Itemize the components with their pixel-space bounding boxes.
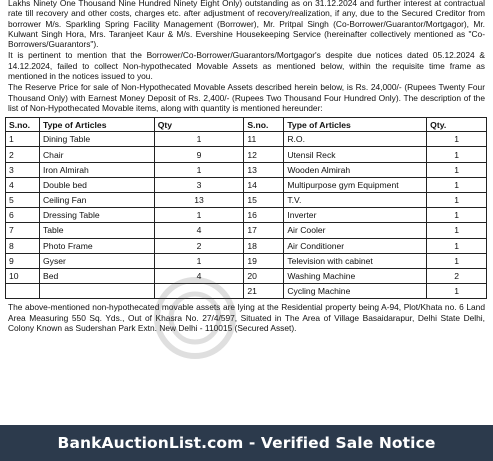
column-header-articles: Type of Articles bbox=[39, 118, 154, 132]
cell-sno: 17 bbox=[244, 223, 284, 238]
cell-qty: 1 bbox=[427, 147, 487, 162]
cell-sno: 15 bbox=[244, 193, 284, 208]
cell-qty: 1 bbox=[427, 162, 487, 177]
cell-sno: 3 bbox=[6, 162, 40, 177]
cell-qty: 1 bbox=[154, 208, 244, 223]
cell-sno: 16 bbox=[244, 208, 284, 223]
cell-qty: 1 bbox=[154, 253, 244, 268]
cell-sno: 4 bbox=[6, 177, 40, 192]
cell-article: Air Cooler bbox=[284, 223, 427, 238]
cell-sno: 13 bbox=[244, 162, 284, 177]
cell-article: Air Conditioner bbox=[284, 238, 427, 253]
cell-qty: 1 bbox=[427, 208, 487, 223]
banner-text: BankAuctionList.com - Verified Sale Notice bbox=[57, 434, 436, 452]
table-row bbox=[6, 132, 487, 147]
articles-table bbox=[5, 117, 487, 299]
cell-article: Dressing Table bbox=[39, 208, 154, 223]
cell-sno: 1 bbox=[6, 132, 40, 147]
notice-paragraph: It is pertinent to mention that the Borrower/Co-Borrower/Guarantors/Mortgagor's despite due notices dated 05.12.2024 & 14.12.2024, failed to collect Non-hypothecated Movable Assets as mentioned below, within the requisite time frame as mentioned in the notices issued to you. bbox=[8, 50, 485, 82]
cell-article: Utensil Reck bbox=[284, 147, 427, 162]
cell-qty: 4 bbox=[154, 223, 244, 238]
cell-qty: 13 bbox=[154, 193, 244, 208]
cell-sno: 5 bbox=[6, 193, 40, 208]
notice-closing-paragraph: The above-mentioned non-hypothecated movable assets are lying at the Residential property being A-94, Plot/Khata no. 6 Land Area Measuring 550 Sq. Yds., Out of Khasra No. 27/4/597, Situated in The Area of Village Basaidarapur, Delhi State Delhi, Colony Known as Sudershan Park Extn. New Delhi - 110015 (Secured Asset). bbox=[8, 302, 485, 333]
cell-qty: 1 bbox=[427, 253, 487, 268]
cell-qty: 1 bbox=[427, 223, 487, 238]
table-row bbox=[6, 147, 487, 162]
cell-sno: 19 bbox=[244, 253, 284, 268]
cell-sno: 2 bbox=[6, 147, 40, 162]
cell-qty: 9 bbox=[154, 147, 244, 162]
column-header-sno: S.no. bbox=[244, 118, 284, 132]
table-row bbox=[6, 162, 487, 177]
column-header-qty: Qty. bbox=[427, 118, 487, 132]
cell-sno: 7 bbox=[6, 223, 40, 238]
cell-qty: 1 bbox=[427, 193, 487, 208]
cell-article bbox=[39, 284, 154, 299]
cell-article: Multipurpose gym Equipment bbox=[284, 177, 427, 192]
column-header-articles: Type of Articles bbox=[284, 118, 427, 132]
cell-article: Double bed bbox=[39, 177, 154, 192]
cell-article: Photo Frame bbox=[39, 238, 154, 253]
notice-paragraph: Lakhs Ninety One Thousand Nine Hundred Ninety Eight Only) outstanding as on 31.12.2024 and further interest at contractual rate till recovery and other costs, charges etc. after adjustment of recovery/realization, if any, due to the Secured Creditor from borrower M/s. Sparkling Spring Facility Management (Borrower), Mr. Pritpal Singh (Co-Borrower/Guarantor/Mortgagor), Mr. Kulwant Singh Hora, Mrs. Taranjeet Kaur & M/s. Evershine Housekeeping Service (hereinafter collectively mentioned as "Co-Borrowers/Guarantors"). bbox=[8, 0, 485, 50]
cell-article: Chair bbox=[39, 147, 154, 162]
cell-sno: 10 bbox=[6, 268, 40, 283]
cell-qty: 1 bbox=[427, 132, 487, 147]
cell-sno bbox=[6, 284, 40, 299]
cell-article: Iron Almirah bbox=[39, 162, 154, 177]
cell-qty: 1 bbox=[427, 177, 487, 192]
cell-article: Wooden Almirah bbox=[284, 162, 427, 177]
cell-qty: 1 bbox=[154, 132, 244, 147]
cell-article: Dining Table bbox=[39, 132, 154, 147]
table-row bbox=[6, 238, 487, 253]
cell-sno: 14 bbox=[244, 177, 284, 192]
table-header-row bbox=[6, 118, 487, 132]
cell-article: Bed bbox=[39, 268, 154, 283]
cell-qty: 1 bbox=[427, 238, 487, 253]
cell-article: Ceiling Fan bbox=[39, 193, 154, 208]
cell-qty: 3 bbox=[154, 177, 244, 192]
column-header-sno: S.no. bbox=[6, 118, 40, 132]
cell-article: Cycling Machine bbox=[284, 284, 427, 299]
table-row bbox=[6, 253, 487, 268]
cell-sno: 6 bbox=[6, 208, 40, 223]
notice-paragraph: The Reserve Price for sale of Non-Hypothecated Movable Assets described herein below, is Rs. 24,000/- (Rupees Twenty Four Thousand Only) with Earnest Money Deposit of Rs. 2,400/- (Rupees Two Thousand Four Hundred Only). The description of the list of Non-Hypothecated Movable items, along with quantity is mentioned hereunder: bbox=[8, 82, 485, 113]
cell-qty: 2 bbox=[427, 268, 487, 283]
cell-sno: 11 bbox=[244, 132, 284, 147]
cell-article: T.V. bbox=[284, 193, 427, 208]
cell-sno: 20 bbox=[244, 268, 284, 283]
site-banner bbox=[0, 425, 493, 461]
cell-article: Gyser bbox=[39, 253, 154, 268]
table-row bbox=[6, 223, 487, 238]
cell-article: Television with cabinet bbox=[284, 253, 427, 268]
table-row bbox=[6, 193, 487, 208]
cell-sno: 18 bbox=[244, 238, 284, 253]
cell-article: Inverter bbox=[284, 208, 427, 223]
cell-sno: 21 bbox=[244, 284, 284, 299]
cell-sno: 8 bbox=[6, 238, 40, 253]
cell-article: Washing Machine bbox=[284, 268, 427, 283]
column-header-qty: Qty bbox=[154, 118, 244, 132]
cell-qty: 1 bbox=[427, 284, 487, 299]
cell-qty: 1 bbox=[154, 162, 244, 177]
cell-sno: 12 bbox=[244, 147, 284, 162]
cell-qty bbox=[154, 284, 244, 299]
table-row bbox=[6, 284, 487, 299]
table-row bbox=[6, 208, 487, 223]
cell-article: R.O. bbox=[284, 132, 427, 147]
cell-qty: 2 bbox=[154, 238, 244, 253]
cell-sno: 9 bbox=[6, 253, 40, 268]
cell-article: Table bbox=[39, 223, 154, 238]
cell-qty: 4 bbox=[154, 268, 244, 283]
table-row bbox=[6, 177, 487, 192]
table-row bbox=[6, 268, 487, 283]
